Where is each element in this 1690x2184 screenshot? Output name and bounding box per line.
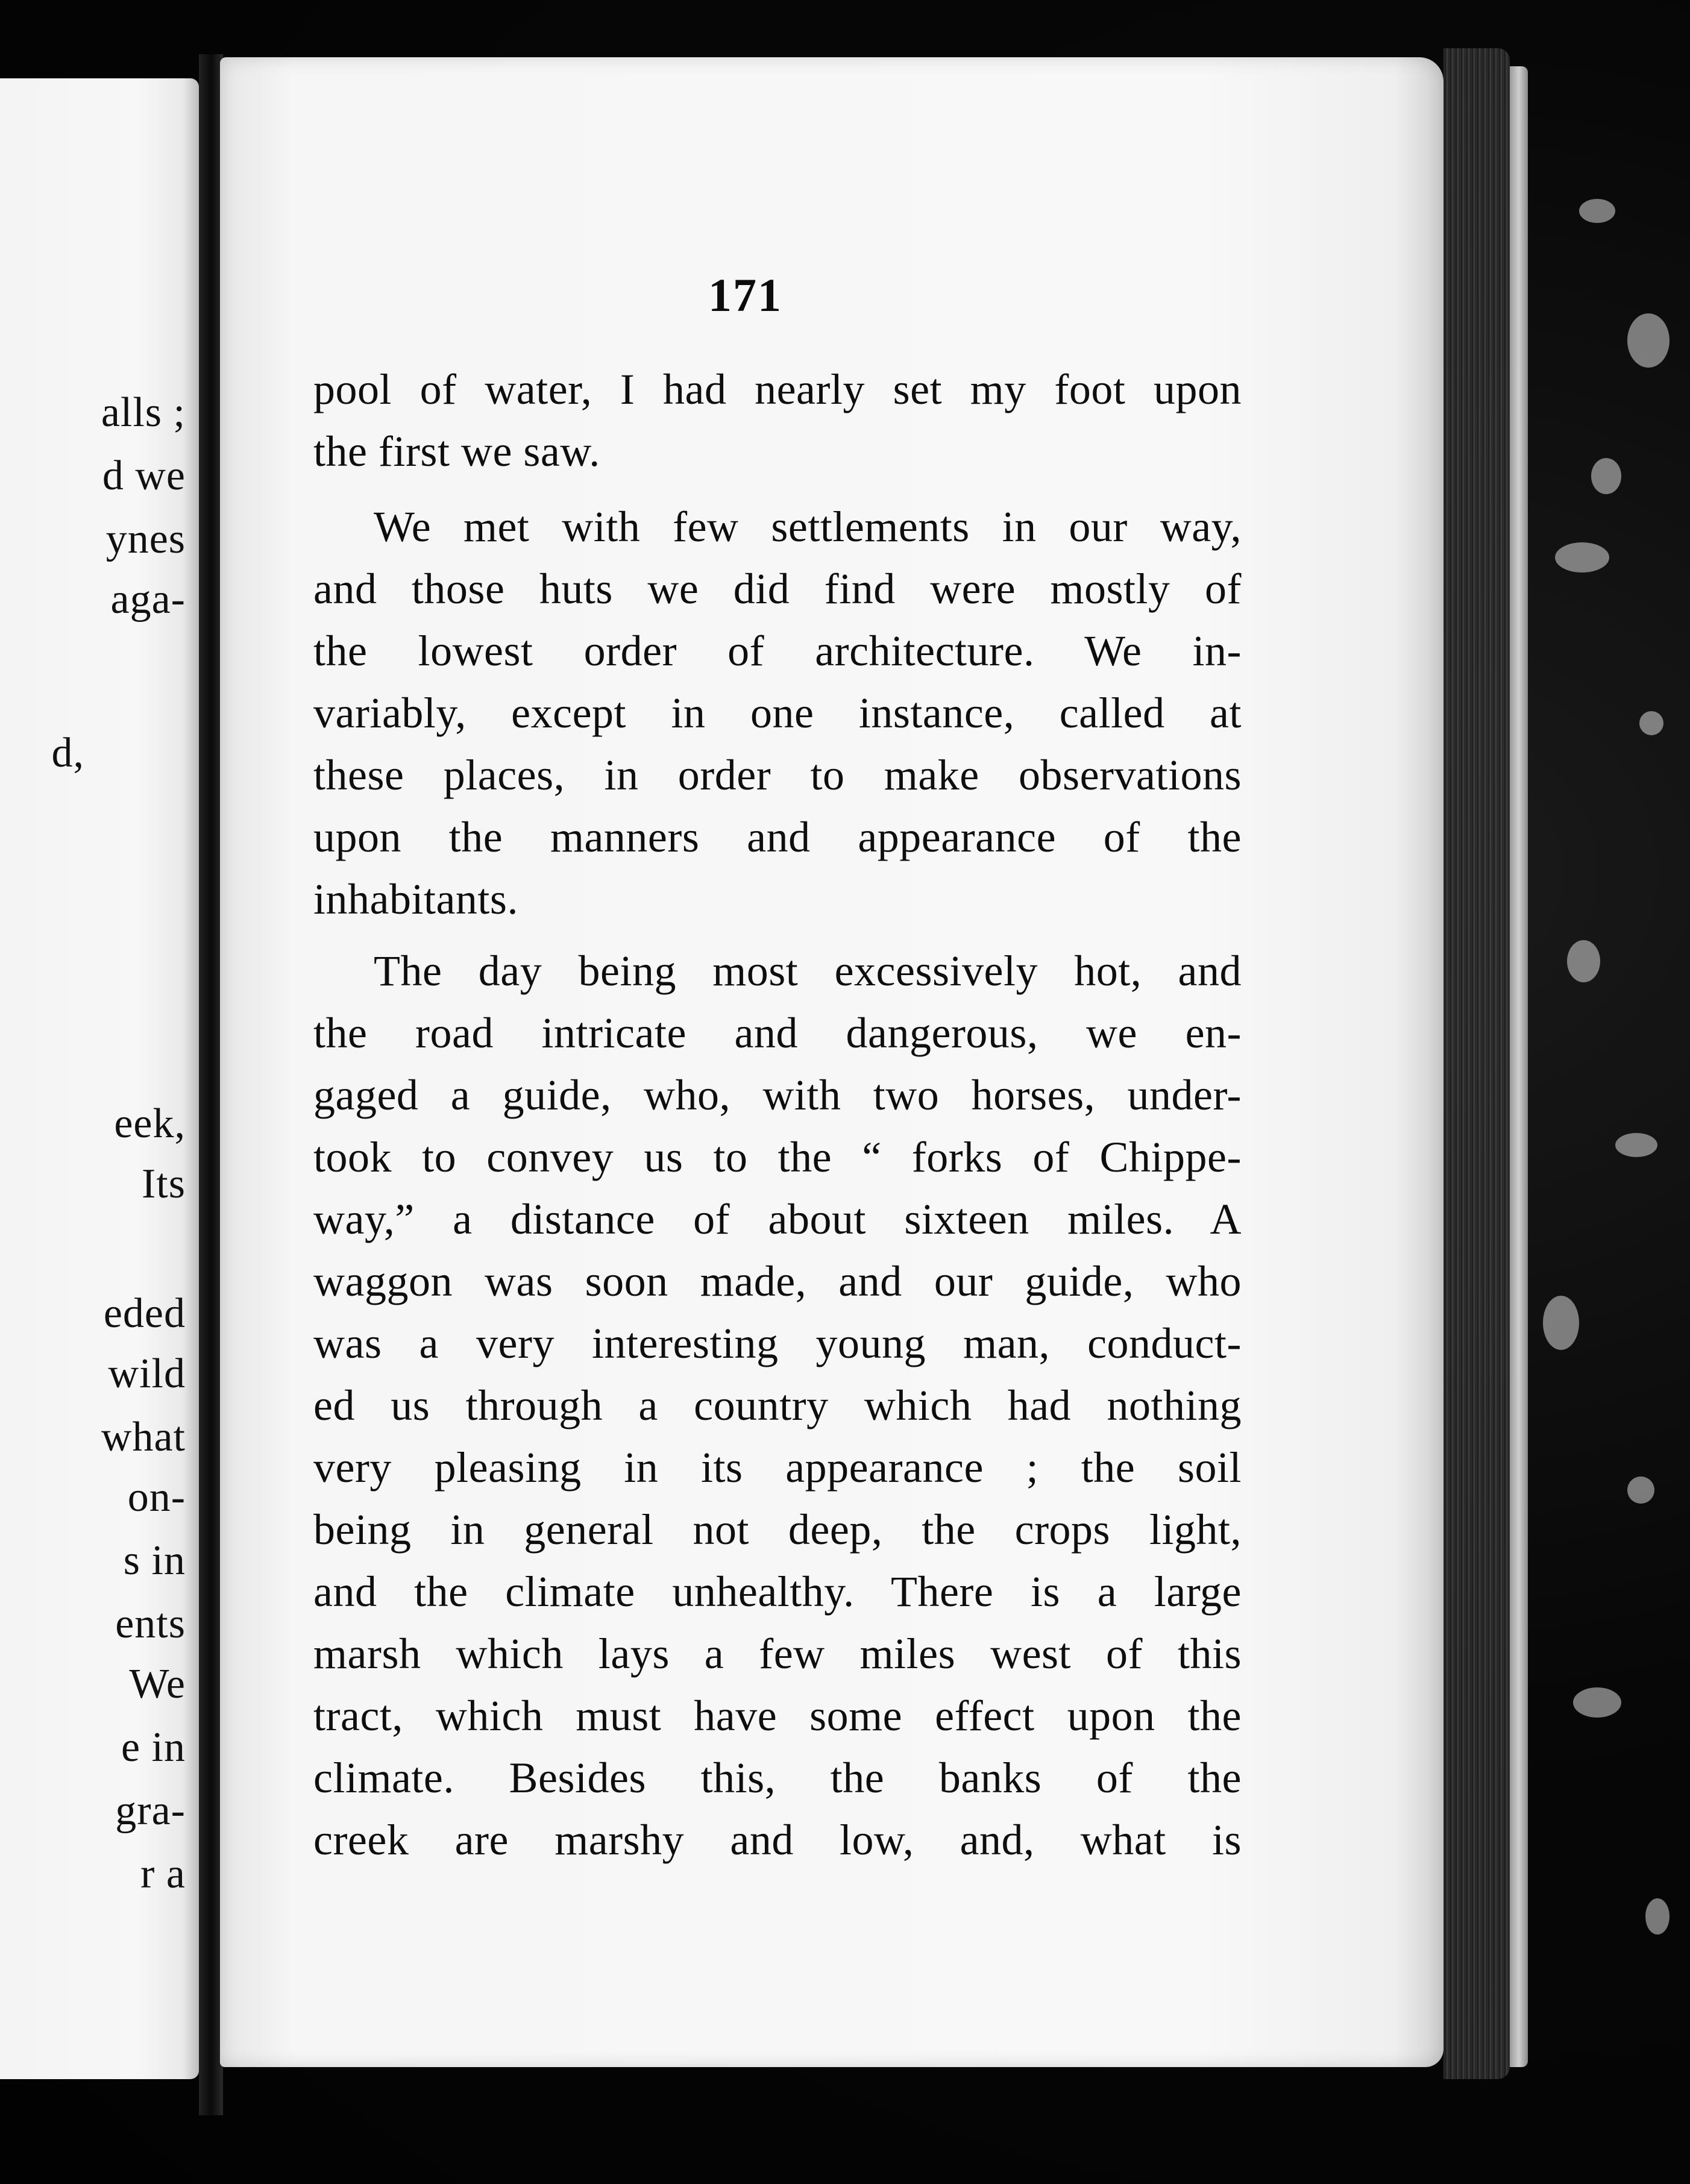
speckle (1591, 458, 1621, 494)
left-page-fragment: s in (123, 1537, 186, 1584)
book-gutter (199, 54, 223, 2115)
left-page-fragment: d, (51, 730, 84, 776)
left-page-fragment: aga- (110, 576, 186, 623)
book-cover-edge (1510, 66, 1528, 2067)
left-page-fragment: on- (127, 1474, 186, 1520)
text-line: gaged a guide, who, with two horses, under- (313, 1071, 1242, 1119)
speckle (1579, 199, 1615, 223)
text-line: waggon was soon made, and our guide, who (313, 1257, 1242, 1305)
speckle (1573, 1687, 1621, 1718)
left-page-fragment: ynes (105, 516, 186, 562)
text-line: being in general not deep, the crops light, (313, 1505, 1242, 1554)
speckle (1615, 1133, 1657, 1157)
text-line: and the climate unhealthy. There is a large (313, 1567, 1242, 1616)
text-line: these places, in order to make observations (313, 751, 1242, 799)
text-line: took to convey us to the “ forks of Chippe- (313, 1133, 1242, 1181)
speckle (1555, 542, 1609, 573)
left-page-fragment: r a (140, 1851, 186, 1897)
text-line: climate. Besides this, the banks of the (313, 1754, 1242, 1802)
text-line: and those huts we did find were mostly of (313, 565, 1242, 613)
left-page-fragment: alls ; (101, 389, 186, 436)
text-line: variably, except in one instance, called at (313, 689, 1242, 737)
text-line: the road intricate and dangerous, we en- (313, 1009, 1242, 1057)
left-page (0, 78, 199, 2079)
text-line: was a very interesting young man, conduct- (313, 1319, 1242, 1367)
text-line: the lowest order of architecture. We in- (313, 627, 1242, 675)
text-line: creek are marshy and low, and, what is (313, 1816, 1242, 1864)
left-page-fragment: d we (102, 453, 186, 499)
page-number: 171 (708, 269, 782, 321)
left-page-fragment: eded (103, 1290, 186, 1337)
text-line: very pleasing in its appearance ; the soil (313, 1443, 1242, 1492)
text-line: ed us through a country which had nothing (313, 1381, 1242, 1429)
text-line: inhabitants. (313, 875, 518, 923)
speckle (1627, 313, 1670, 368)
left-page-fragment: gra- (115, 1787, 186, 1834)
page-edges (1443, 48, 1510, 2079)
speckle (1639, 711, 1663, 735)
left-page-fragment: eek, (114, 1100, 186, 1147)
text-line: The day being most excessively hot, and (374, 947, 1242, 995)
speckle (1627, 1476, 1654, 1504)
text-line: way,” a distance of about sixteen miles. A (313, 1195, 1242, 1243)
speckle (1567, 940, 1600, 982)
text-line: We met with few settlements in our way, (374, 503, 1242, 551)
speckle (1543, 1296, 1579, 1350)
left-page-fragment: what (101, 1414, 186, 1460)
left-page-fragment: e in (121, 1724, 186, 1771)
left-page-fragment: Its (142, 1161, 186, 1207)
text-line: tract, which must have some effect upon the (313, 1692, 1242, 1740)
text-line: pool of water, I had nearly set my foot upon (313, 365, 1242, 413)
text-line: upon the manners and appearance of the (313, 813, 1242, 861)
text-line: marsh which lays a few miles west of this (313, 1630, 1242, 1678)
speckle (1645, 1898, 1670, 1935)
left-page-fragment: We (129, 1661, 186, 1707)
text-line: the first we saw. (313, 427, 600, 475)
left-page-fragment: ents (115, 1601, 186, 1647)
left-page-fragment: wild (108, 1351, 186, 1397)
